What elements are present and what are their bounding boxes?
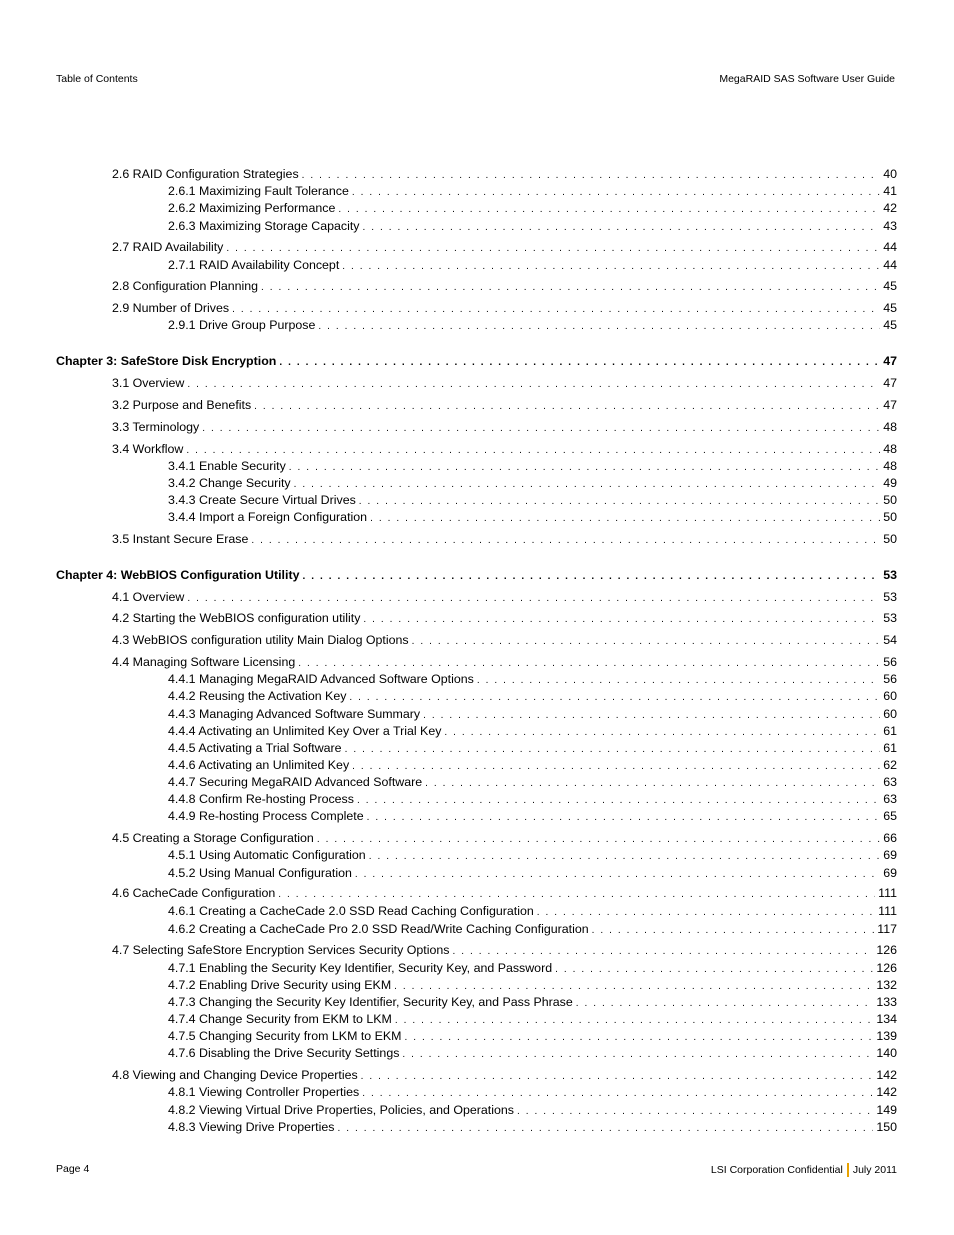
toc-dot-leader xyxy=(186,443,880,459)
toc-dot-leader xyxy=(363,612,880,628)
toc-entry-title: 3.4.4 Import a Foreign Configuration xyxy=(168,510,368,524)
toc-entry-title: 4.7.3 Changing the Security Key Identifier, Security Key, and Pass Phrase xyxy=(168,995,573,1009)
toc-entry-title: 4.4.3 Managing Advanced Software Summary xyxy=(168,707,421,721)
toc-entry-title: 4.4.8 Confirm Re-hosting Process xyxy=(168,792,354,806)
toc-entry-page: 61 xyxy=(883,741,897,755)
toc-dot-leader xyxy=(318,319,880,335)
toc-entry[interactable] xyxy=(168,1045,897,1063)
footer-page-number: Page 4 xyxy=(56,1163,90,1175)
toc-entry[interactable] xyxy=(112,589,897,607)
toc-entry[interactable] xyxy=(168,757,897,775)
toc-entry-page: 47 xyxy=(883,376,897,390)
toc-dot-leader xyxy=(352,185,880,201)
toc-dot-leader xyxy=(361,1069,874,1085)
toc-entry-page: 45 xyxy=(883,318,897,332)
toc-entry-page: 126 xyxy=(876,943,897,957)
toc-dot-leader xyxy=(444,725,880,741)
toc-entry-title: 4.7.1 Enabling the Security Key Identifier, Security Key, and Password xyxy=(168,961,553,975)
toc-entry[interactable] xyxy=(168,688,897,706)
toc-entry-page: 142 xyxy=(876,1068,897,1082)
toc-entry-page: 139 xyxy=(876,1029,897,1043)
toc-entry-page: 50 xyxy=(883,493,897,507)
toc-entry-title: 3.5 Instant Secure Erase xyxy=(112,532,249,546)
toc-entry-page: 45 xyxy=(883,301,897,315)
footer-company: LSI Corporation Confidential xyxy=(710,1164,843,1176)
toc-entry-page: 134 xyxy=(876,1012,897,1026)
toc-entry[interactable] xyxy=(168,509,897,527)
toc-dot-leader xyxy=(394,979,873,995)
toc-entry-page: 111 xyxy=(878,904,897,918)
toc-entry-title: 3.3 Terminology xyxy=(112,420,200,434)
toc-entry-page: 53 xyxy=(883,590,897,604)
toc-entry[interactable] xyxy=(168,791,897,809)
toc-dot-leader xyxy=(352,759,880,775)
toc-entry-page: 54 xyxy=(883,633,897,647)
toc-entry-title: 4.4.2 Reusing the Activation Key xyxy=(168,689,347,703)
toc-entry-page: 56 xyxy=(883,655,897,669)
toc-entry[interactable] xyxy=(168,183,897,201)
toc-dot-leader xyxy=(555,962,873,978)
toc-entry-page: 40 xyxy=(883,167,897,181)
toc-dot-leader xyxy=(425,776,880,792)
toc-entry-title: 4.4 Managing Software Licensing xyxy=(112,655,296,669)
toc-entry-page: 66 xyxy=(883,831,897,845)
toc-entry-page: 48 xyxy=(883,442,897,456)
toc-entry-title: 2.8 Configuration Planning xyxy=(112,279,259,293)
toc-entry[interactable] xyxy=(112,942,897,960)
toc-dot-leader xyxy=(279,355,880,371)
toc-entry[interactable] xyxy=(168,458,897,476)
toc-entry[interactable] xyxy=(112,278,897,296)
toc-entry[interactable] xyxy=(112,885,897,903)
toc-entry-title: 4.4.7 Securing MegaRAID Advanced Software xyxy=(168,775,423,789)
toc-entry[interactable] xyxy=(112,239,897,257)
toc-entry[interactable] xyxy=(168,671,897,689)
toc-dot-leader xyxy=(369,849,881,865)
toc-entry[interactable] xyxy=(168,903,897,921)
toc-entry-title: 4.4.5 Activating a Trial Software xyxy=(168,741,342,755)
toc-entry-title: 2.7.1 RAID Availability Concept xyxy=(168,258,340,272)
toc-entry[interactable] xyxy=(168,1084,897,1102)
toc-entry-page: 65 xyxy=(883,809,897,823)
toc-dot-leader xyxy=(261,280,880,296)
toc-dot-leader xyxy=(298,656,880,672)
toc-entry-page: 47 xyxy=(883,398,897,412)
toc-entry[interactable] xyxy=(112,166,897,184)
toc-entry[interactable] xyxy=(168,960,897,978)
toc-entry[interactable] xyxy=(168,774,897,792)
toc-entry-page: 117 xyxy=(877,922,897,936)
toc-entry-page: 44 xyxy=(883,258,897,272)
toc-entry-page: 50 xyxy=(883,510,897,524)
toc-entry-page: 132 xyxy=(876,978,897,992)
toc-entry-title: 4.7 Selecting SafeStore Encryption Services Security Options xyxy=(112,943,450,957)
toc-entry-page: 45 xyxy=(883,279,897,293)
toc-dot-leader xyxy=(452,944,873,960)
toc-entry[interactable] xyxy=(168,257,897,275)
toc-entry-page: 63 xyxy=(883,775,897,789)
toc-entry-page: 53 xyxy=(883,611,897,625)
toc-entry-title: 2.9 Number of Drives xyxy=(112,301,230,315)
toc-entry-title: 3.4 Workflow xyxy=(112,442,184,456)
toc-entry[interactable] xyxy=(112,610,897,628)
toc-entry-title: 4.8 Viewing and Changing Device Properties xyxy=(112,1068,358,1082)
toc-entry-title: 4.7.4 Change Security from EKM to LKM xyxy=(168,1012,392,1026)
toc-dot-leader xyxy=(187,591,880,607)
toc-dot-leader xyxy=(349,690,880,706)
toc-entry-title: 4.6 CacheCade Configuration xyxy=(112,886,276,900)
toc-entry[interactable] xyxy=(168,706,897,724)
toc-dot-leader xyxy=(355,867,880,883)
toc-entry[interactable] xyxy=(168,1102,897,1120)
toc-entry-page: 61 xyxy=(883,724,897,738)
toc-entry-page: 63 xyxy=(883,792,897,806)
toc-entry-title: 4.5.1 Using Automatic Configuration xyxy=(168,848,366,862)
header-document-title: MegaRAID SAS Software User Guide xyxy=(719,73,895,85)
toc-entry-page: 133 xyxy=(876,995,897,1009)
toc-entry-title: 4.4.9 Re-hosting Process Complete xyxy=(168,809,364,823)
toc-entry[interactable] xyxy=(168,317,897,335)
toc-dot-leader xyxy=(395,1013,873,1029)
toc-entry[interactable] xyxy=(112,830,897,848)
toc-chapter-entry[interactable] xyxy=(56,353,897,371)
toc-entry-page: 62 xyxy=(883,758,897,772)
toc-entry-title: 3.2 Purpose and Benefits xyxy=(112,398,252,412)
toc-entry-page: 49 xyxy=(883,476,897,490)
toc-entry[interactable] xyxy=(168,492,897,510)
toc-dot-leader xyxy=(362,220,880,236)
toc-entry[interactable] xyxy=(168,847,897,865)
toc-entry-page: 142 xyxy=(876,1085,897,1099)
toc-entry-title: 4.7.2 Enabling Drive Security using EKM xyxy=(168,978,392,992)
toc-dot-leader xyxy=(232,302,880,318)
toc-entry-title: 4.8.1 Viewing Controller Properties xyxy=(168,1085,360,1099)
toc-dot-leader xyxy=(592,923,875,939)
toc-entry-title: 4.8.3 Viewing Drive Properties xyxy=(168,1120,335,1134)
header-section-title: Table of Contents xyxy=(56,73,138,85)
toc-entry[interactable] xyxy=(168,475,897,493)
toc-dot-leader xyxy=(537,905,875,921)
toc-dot-leader xyxy=(362,1086,873,1102)
footer-date: July 2011 xyxy=(852,1164,897,1176)
toc-entry-title: 2.6 RAID Configuration Strategies xyxy=(112,167,299,181)
toc-dot-leader xyxy=(226,241,880,257)
toc-entry-title: Chapter 4: WebBIOS Configuration Utility xyxy=(56,568,300,582)
toc-entry-page: 56 xyxy=(883,672,897,686)
toc-entry-title: 4.5.2 Using Manual Configuration xyxy=(168,866,352,880)
toc-entry-title: 4.6.1 Creating a CacheCade 2.0 SSD Read Caching Configuration xyxy=(168,904,534,918)
toc-dot-leader xyxy=(477,673,880,689)
toc-entry-page: 47 xyxy=(883,354,897,368)
toc-entry-title: 4.4.4 Activating an Unlimited Key Over a Trial Key xyxy=(168,724,442,738)
toc-entry-page: 43 xyxy=(883,219,897,233)
toc-entry-title: 4.7.5 Changing Security from LKM to EKM xyxy=(168,1029,402,1043)
toc-entry[interactable] xyxy=(168,200,897,218)
toc-entry-page: 42 xyxy=(883,201,897,215)
toc-entry[interactable] xyxy=(112,397,897,415)
toc-dot-leader xyxy=(278,887,875,903)
toc-dot-leader xyxy=(345,742,881,758)
toc-dot-leader xyxy=(302,569,880,585)
toc-dot-leader xyxy=(289,460,880,476)
toc-dot-leader xyxy=(370,511,880,527)
toc-entry[interactable] xyxy=(112,1067,897,1085)
toc-entry-page: 60 xyxy=(883,707,897,721)
toc-entry-title: 3.4.3 Create Secure Virtual Drives xyxy=(168,493,356,507)
toc-dot-leader xyxy=(254,399,880,415)
toc-entry-title: 4.5 Creating a Storage Configuration xyxy=(112,831,314,845)
toc-dot-leader xyxy=(412,634,881,650)
toc-entry-title: 2.9.1 Drive Group Purpose xyxy=(168,318,316,332)
toc-dot-leader xyxy=(404,1030,873,1046)
toc-entry[interactable] xyxy=(168,808,897,826)
toc-entry-page: 69 xyxy=(883,866,897,880)
toc-entry[interactable] xyxy=(168,1011,897,1029)
toc-entry[interactable] xyxy=(168,921,897,939)
toc-entry-title: 2.6.2 Maximizing Performance xyxy=(168,201,336,215)
toc-entry[interactable] xyxy=(112,300,897,318)
toc-dot-leader xyxy=(402,1047,873,1063)
toc-dot-leader xyxy=(357,793,880,809)
toc-entry-page: 60 xyxy=(883,689,897,703)
toc-chapter-entry[interactable] xyxy=(56,567,897,585)
toc-entry-title: 3.4.2 Change Security xyxy=(168,476,291,490)
toc-entry-title: 4.1 Overview xyxy=(112,590,185,604)
toc-entry-title: 4.3 WebBIOS configuration utility Main Dialog Options xyxy=(112,633,409,647)
toc-dot-leader xyxy=(359,494,880,510)
toc-dot-leader xyxy=(317,832,880,848)
toc-entry-page: 140 xyxy=(876,1046,897,1060)
toc-entry[interactable] xyxy=(168,1119,897,1137)
toc-dot-leader xyxy=(342,259,880,275)
toc-entry-page: 48 xyxy=(883,420,897,434)
toc-entry-title: 4.7.6 Disabling the Drive Security Settings xyxy=(168,1046,400,1060)
toc-dot-leader xyxy=(294,477,881,493)
footer-info xyxy=(711,1163,897,1177)
toc-dot-leader xyxy=(302,168,881,184)
toc-entry-title: 3.1 Overview xyxy=(112,376,185,390)
toc-entry[interactable] xyxy=(112,531,897,549)
toc-entry-title: 2.6.1 Maximizing Fault Tolerance xyxy=(168,184,349,198)
toc-dot-leader xyxy=(202,421,880,437)
toc-entry-title: 4.8.2 Viewing Virtual Drive Properties, Policies, and Operations xyxy=(168,1103,514,1117)
toc-dot-leader xyxy=(251,533,880,549)
toc-entry-page: 48 xyxy=(883,459,897,473)
toc-entry-title: 2.7 RAID Availability xyxy=(112,240,224,254)
toc-dot-leader xyxy=(187,377,880,393)
toc-entry[interactable] xyxy=(168,865,897,883)
toc-entry[interactable] xyxy=(112,375,897,393)
toc-entry[interactable] xyxy=(168,218,897,236)
toc-entry-title: 4.6.2 Creating a CacheCade Pro 2.0 SSD Read/Write Caching Configuration xyxy=(168,922,589,936)
toc-entry[interactable] xyxy=(112,441,897,459)
toc-entry[interactable] xyxy=(168,723,897,741)
toc-entry[interactable] xyxy=(112,632,897,650)
toc-entry[interactable] xyxy=(168,1028,897,1046)
toc-entry-page: 126 xyxy=(876,961,897,975)
toc-dot-leader xyxy=(367,810,881,826)
toc-entry-page: 149 xyxy=(876,1103,897,1117)
toc-dot-leader xyxy=(338,202,880,218)
toc-entry[interactable] xyxy=(168,977,897,995)
toc-entry-page: 41 xyxy=(883,184,897,198)
toc-entry-title: Chapter 3: SafeStore Disk Encryption xyxy=(56,354,277,368)
toc-entry-page: 150 xyxy=(876,1120,897,1134)
toc-entry-title: 4.4.1 Managing MegaRAID Advanced Software Options xyxy=(168,672,474,686)
toc-entry-page: 44 xyxy=(883,240,897,254)
toc-entry-page: 69 xyxy=(883,848,897,862)
toc-entry[interactable] xyxy=(112,654,897,672)
toc-entry-title: 3.4.1 Enable Security xyxy=(168,459,286,473)
toc-entry-title: 4.4.6 Activating an Unlimited Key xyxy=(168,758,350,772)
toc-entry-title: 2.6.3 Maximizing Storage Capacity xyxy=(168,219,360,233)
toc-dot-leader xyxy=(423,708,880,724)
toc-entry[interactable] xyxy=(168,740,897,758)
toc-entry[interactable] xyxy=(112,419,897,437)
toc-dot-leader xyxy=(337,1121,873,1137)
toc-entry-page: 50 xyxy=(883,532,897,546)
toc-entry-page: 53 xyxy=(883,568,897,582)
toc-entry-title: 4.2 Starting the WebBIOS configuration utility xyxy=(112,611,361,625)
toc-entry-page: 111 xyxy=(878,886,897,900)
toc-entry[interactable] xyxy=(168,994,897,1012)
toc-dot-leader xyxy=(576,996,874,1012)
toc-dot-leader xyxy=(517,1104,873,1120)
footer-separator xyxy=(847,1163,849,1177)
